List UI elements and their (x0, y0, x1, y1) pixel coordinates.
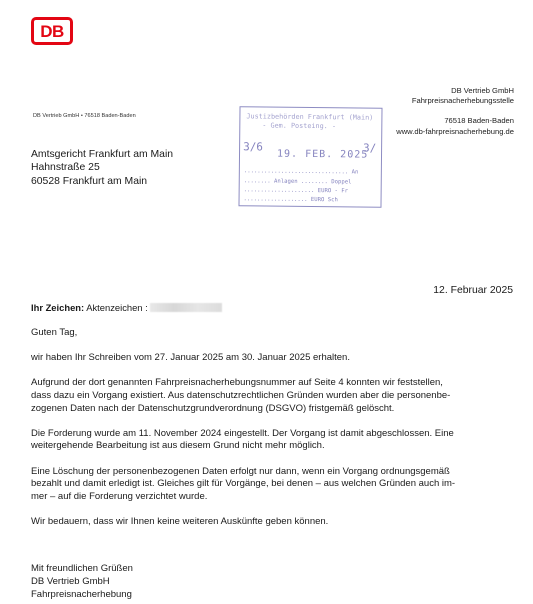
closing-company: DB Vertrieb GmbH (31, 575, 110, 587)
stamp-right-number: 3/ (363, 141, 377, 155)
recipient-line-3: 60528 Frankfurt am Main (31, 175, 148, 187)
stamp-row-2: ........ Anlagen ........ Doppel (243, 178, 352, 186)
stamp-subtitle: - Gem. Posteing. - (262, 121, 337, 131)
paragraph-closed-l1: Die Forderung wurde am 11. November 2024 eingestellt. Der Vorgang ist damit abgeschlossen. Eine (31, 427, 454, 439)
paragraph-policy-l2: bezahlt und damit erledigt ist. Gleiches gilt für Vorgänge, bei denen – aus welchen Gründen auch im- (31, 478, 456, 490)
redacted-reference (150, 303, 222, 312)
letter-body (31, 327, 517, 529)
receipt-stamp (238, 106, 382, 207)
stamp-left-number: 3/6 (243, 140, 264, 154)
recipient-line-1: Amtsgericht Frankfurt am Main (31, 149, 174, 160)
paragraph-deletion-l2: dass dazu ein Vorgang existiert. Aus datenschutzrechtlichen Gründen wurden aber die personenbe- (31, 389, 451, 401)
sender-address-block (396, 86, 514, 137)
salutation: Guten Tag, (31, 327, 78, 338)
stamp-row-1: ............................... An (243, 168, 359, 176)
paragraph-received: wir haben Ihr Schreiben vom 27. Januar 2025 am 30. Januar 2025 erhalten. (31, 352, 350, 364)
sender-city: 76518 Baden-Baden (444, 116, 514, 126)
db-logo (31, 17, 73, 45)
paragraph-deletion-l1: Aufgrund der dort genannten Fahrpreisnacherhebungsnummer auf Seite 4 konnten wir feststellen, (31, 377, 443, 389)
letter-date: 12. Februar 2025 (433, 285, 513, 296)
reference-line (31, 302, 222, 313)
paragraph-policy-l3: mer – auf die Forderung verzichtet wurde. (31, 490, 208, 502)
stamp-date: 19. FEB. 2025 (276, 148, 369, 161)
sender-department: Fahrpreisnacherhebungsstelle (411, 96, 514, 106)
closing-block (31, 563, 133, 601)
sender-website: www.db-fahrpreisnacherhebung.de (396, 126, 514, 136)
recipient-address (31, 148, 173, 188)
closing-greeting: Mit freundlichen Grüßen (31, 563, 133, 574)
stamp-authority: Justizbehörden Frankfurt (Main) (246, 112, 374, 122)
closing-department: Fahrpreisnacherhebung (31, 588, 132, 600)
paragraph-deletion-l3: zogenen Daten nach der Datenschutzgrundverordnung (DSGVO) fristgemäß gelöscht. (31, 402, 395, 414)
return-address-line: DB Vertrieb GmbH • 76518 Baden-Baden (33, 113, 136, 119)
recipient-line-2: Hahnstraße 25 (31, 162, 100, 174)
stamp-row-4: ................... EURO Sch (243, 196, 338, 204)
db-logo-text: DB (40, 21, 64, 41)
sender-company: DB Vertrieb GmbH (451, 86, 514, 95)
paragraph-regret: Wir bedauern, dass wir Ihnen keine weiteren Auskünfte geben können. (31, 515, 329, 527)
stamp-row-3: ..................... EURO - Fr (243, 187, 349, 195)
reference-value: Aktenzeichen : (86, 302, 148, 313)
paragraph-closed-l2: weitergehende Bearbeitung ist aus diesem Grund nicht mehr möglich. (31, 440, 325, 452)
paragraph-policy-l1: Eine Löschung der personenbezogenen Daten erfolgt nur dann, wenn ein Vorgang ordnungsgemäß (31, 465, 450, 477)
reference-label: Ihr Zeichen: (31, 302, 85, 313)
